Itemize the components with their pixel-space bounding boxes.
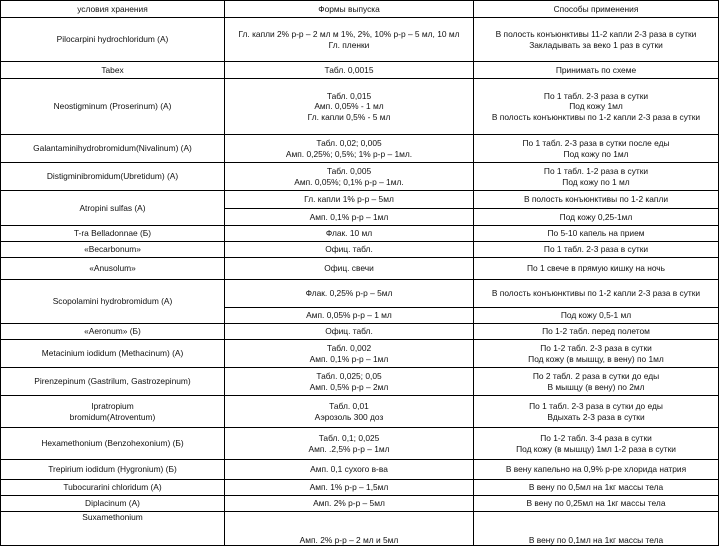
drug-name: Trepirium iodidum (Hygronium) (Б) [1, 460, 225, 480]
drug-name: Hexamethonium (Benzohexonium) (Б) [1, 428, 225, 460]
release-form: Офиц. табл. [225, 242, 474, 258]
administration: В полость конъюнктивы 11-2 капли 2-3 раза в сутки Закладывать за веко 1 раз в сутки [474, 18, 719, 62]
release-form: Табл. 0,01 Аэрозоль 300 доз [225, 396, 474, 428]
table-row [1, 324, 719, 340]
table-row [1, 62, 719, 79]
drug-name: Diplacinum (A) [1, 496, 225, 512]
table-row [1, 512, 719, 546]
drug-name: Scopolamini hydrobromidum (A) [1, 280, 225, 324]
release-form: Табл. 0,002 Амп. 0,1% р-р – 1мл [225, 340, 474, 368]
release-form: Амп. 0,05% р-р – 1 мл [225, 308, 474, 324]
table-row [1, 340, 719, 368]
release-form: Табл. 0,1; 0,025 Амп. .2,5% р-р – 1мл [225, 428, 474, 460]
administration: В вену по 0,1мл на 1кг массы тела [474, 512, 719, 546]
release-form: Амп. 0,1 сухого в-ва [225, 460, 474, 480]
header-release-forms: Формы выпуска [225, 1, 474, 18]
drug-name: Galantaminihydrobromidum(Nivalinum) (A) [1, 135, 225, 163]
release-form: Табл. 0,025; 0,05 Амп. 0,5% р-р – 2мл [225, 368, 474, 396]
table-row [1, 226, 719, 242]
administration: В вену по 0,5мл на 1кг массы тела [474, 480, 719, 496]
drug-name: Atropini sulfas (A) [1, 191, 225, 226]
release-form: Амп. 2% р-р – 2 мл и 5мл [225, 512, 474, 546]
drug-name: «Aeronum» (Б) [1, 324, 225, 340]
table-row [1, 480, 719, 496]
drug-name: Suxamethonium [1, 512, 225, 546]
release-form: Флак. 0,25% р-р – 5мл [225, 280, 474, 308]
release-form: Флак. 10 мл [225, 226, 474, 242]
release-form: Офиц. свечи [225, 258, 474, 280]
release-form: Табл. 0,005 Амп. 0,05%; 0,1% р-р – 1мл. [225, 163, 474, 191]
table-row [1, 18, 719, 62]
release-form: Амп. 1% р-р – 1,5мл [225, 480, 474, 496]
administration: По 1 табл. 2-3 раза в сутки [474, 242, 719, 258]
drug-name: T-ra Belladonnae (Б) [1, 226, 225, 242]
drug-name: Ipratropium bromidum(Atroventum) [1, 396, 225, 428]
drug-name: Pirenzepinum (Gastrilum, Gastrozepinum) [1, 368, 225, 396]
table-row [1, 396, 719, 428]
administration: По 1 табл. 2-3 раза в сутки до еды Вдыхать 2-3 раза в сутки [474, 396, 719, 428]
table-row [1, 79, 719, 135]
drug-name: Tabex [1, 62, 225, 79]
administration: По 1-2 табл. 3-4 раза в сутки Под кожу (в мышцу) 1мл 1-2 раза в сутки [474, 428, 719, 460]
administration: В вену по 0,25мл на 1кг массы тела [474, 496, 719, 512]
release-form: Гл. капли 2% р-р – 2 мл м 1%, 2%, 10% р-р – 5 мл, 10 мл Гл. пленки [225, 18, 474, 62]
release-form: Табл. 0,015 Амп. 0,05% - 1 мл Гл. капли 0,5% - 5 мл [225, 79, 474, 135]
administration: По 1 табл. 1-2 раза в сутки Под кожу по 1 мл [474, 163, 719, 191]
drug-name: Metacinium iodidum (Methacinum) (A) [1, 340, 225, 368]
administration: По 1 табл. 2-3 раза в сутки Под кожу 1мл В полость конъюнктивы по 1-2 капли 2-3 раза в сутки [474, 79, 719, 135]
table-row [1, 242, 719, 258]
administration: По 1 свече в прямую кишку на ночь [474, 258, 719, 280]
table-row [1, 368, 719, 396]
release-form: Гл. капли 1% р-р – 5мл [225, 191, 474, 209]
administration: По 5-10 капель на прием [474, 226, 719, 242]
table-row [1, 460, 719, 480]
table-row [1, 191, 719, 209]
administration: По 1 табл. 2-3 раза в сутки после еды Под кожу по 1мл [474, 135, 719, 163]
administration: Принимать по схеме [474, 62, 719, 79]
release-form: Амп. 0,1% р-р – 1мл [225, 209, 474, 226]
table-row [1, 496, 719, 512]
release-form: Табл. 0,0015 [225, 62, 474, 79]
table-row [1, 163, 719, 191]
drug-name: Distigminibromidum(Ubretidum) (A) [1, 163, 225, 191]
release-form: Табл. 0,02; 0,005 Амп. 0,25%; 0,5%; 1% р-р – 1мл. [225, 135, 474, 163]
table-row [1, 258, 719, 280]
drug-name: Tubocurarini chloridum (A) [1, 480, 225, 496]
drug-name: «Anusolum» [1, 258, 225, 280]
header-administration: Способы применения [474, 1, 719, 18]
administration: По 2 табл. 2 раза в сутки до еды В мышцу (в вену) по 2мл [474, 368, 719, 396]
administration: В полость конъюнктивы по 1-2 капли 2-3 раза в сутки [474, 280, 719, 308]
header-storage: условия хранения [1, 1, 225, 18]
table-row [1, 135, 719, 163]
drug-name: Pilocarpini hydrochloridum (A) [1, 18, 225, 62]
drug-name: «Becarbonum» [1, 242, 225, 258]
administration: В полость конъюнктивы по 1-2 капли [474, 191, 719, 209]
drug-name: Neostigminum (Proserinum) (A) [1, 79, 225, 135]
administration: В вену капельно на 0,9% р-ре хлорида натрия [474, 460, 719, 480]
release-form: Офиц. табл. [225, 324, 474, 340]
administration: По 1-2 табл. 2-3 раза в сутки Под кожу (в мышцу, в вену) по 1мл [474, 340, 719, 368]
administration: Под кожу 0,25-1мл [474, 209, 719, 226]
administration: Под кожу 0,5-1 мл [474, 308, 719, 324]
table-row [1, 280, 719, 308]
administration: По 1-2 табл. перед полетом [474, 324, 719, 340]
release-form: Амп. 2% р-р – 5мл [225, 496, 474, 512]
table-row [1, 428, 719, 460]
header-row [1, 1, 719, 18]
